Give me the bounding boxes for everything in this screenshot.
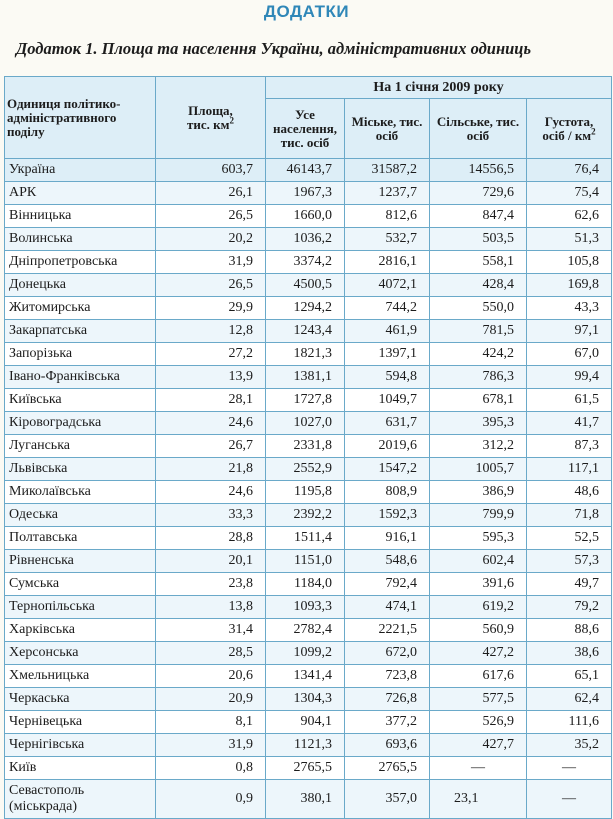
cell-total: 1294,2: [266, 297, 345, 320]
cell-name: Волинська: [5, 228, 156, 251]
cell-urban: 1397,1: [345, 343, 430, 366]
cell-density: 169,8: [527, 274, 612, 297]
cell-name: Запорізька: [5, 343, 156, 366]
table-row: [5, 366, 612, 389]
table-row: [5, 343, 612, 366]
cell-area: 23,8: [156, 573, 266, 596]
table-row: [5, 619, 612, 642]
cell-density: —: [527, 757, 612, 780]
cell-area: 0,8: [156, 757, 266, 780]
cell-name: Дніпропетровська: [5, 251, 156, 274]
cell-area: 8,1: [156, 711, 266, 734]
table-row: [5, 665, 612, 688]
cell-rural: 577,5: [430, 688, 527, 711]
cell-total: 2765,5: [266, 757, 345, 780]
cell-rural: 386,9: [430, 481, 527, 504]
cell-name: Чернігівська: [5, 734, 156, 757]
header-area-main: Площа,: [188, 102, 233, 118]
cell-area: 24,6: [156, 481, 266, 504]
cell-area: 13,9: [156, 366, 266, 389]
cell-density: 49,7: [527, 573, 612, 596]
cell-rural: 781,5: [430, 320, 527, 343]
cell-density: 62,4: [527, 688, 612, 711]
table-row: [5, 320, 612, 343]
cell-density: 76,4: [527, 159, 612, 182]
cell-rural: 427,2: [430, 642, 527, 665]
cell-density: 57,3: [527, 550, 612, 573]
table-row: [5, 504, 612, 527]
cell-name: Тернопільська: [5, 596, 156, 619]
cell-total: 380,1: [266, 780, 345, 819]
header-total: Усе населення, тис. осіб: [266, 99, 345, 159]
cell-name: Закарпатська: [5, 320, 156, 343]
cell-total: 2552,9: [266, 458, 345, 481]
cell-name: Миколаївська: [5, 481, 156, 504]
cell-density: 67,0: [527, 343, 612, 366]
cell-name: Луганська: [5, 435, 156, 458]
cell-area: 31,9: [156, 251, 266, 274]
cell-rural: 395,3: [430, 412, 527, 435]
cell-area: 33,3: [156, 504, 266, 527]
cell-name: Черкаська: [5, 688, 156, 711]
cell-rural: 550,0: [430, 297, 527, 320]
cell-area: 26,5: [156, 274, 266, 297]
cell-rural: 617,6: [430, 665, 527, 688]
cell-rural: 391,6: [430, 573, 527, 596]
cell-rural: 619,2: [430, 596, 527, 619]
cell-name: Київська: [5, 389, 156, 412]
cell-urban: 1592,3: [345, 504, 430, 527]
cell-area: 28,8: [156, 527, 266, 550]
cell-rural: 602,4: [430, 550, 527, 573]
cell-name: Сумська: [5, 573, 156, 596]
cell-total: 904,1: [266, 711, 345, 734]
cell-total: 1099,2: [266, 642, 345, 665]
cell-density: 38,6: [527, 642, 612, 665]
cell-total: 1821,3: [266, 343, 345, 366]
cell-rural: 799,9: [430, 504, 527, 527]
cell-density: 105,8: [527, 251, 612, 274]
cell-density: 62,6: [527, 205, 612, 228]
table-row: [5, 711, 612, 734]
header-area-exp: 2: [229, 115, 234, 126]
table-row: [5, 780, 612, 819]
cell-total: 4500,5: [266, 274, 345, 297]
cell-name: Донецька: [5, 274, 156, 297]
cell-urban: 357,0: [345, 780, 430, 819]
table-row: [5, 228, 612, 251]
cell-urban: 532,7: [345, 228, 430, 251]
cell-urban: 792,4: [345, 573, 430, 596]
cell-rural: 595,3: [430, 527, 527, 550]
cell-rural: 560,9: [430, 619, 527, 642]
cell-density: 99,4: [527, 366, 612, 389]
cell-density: 75,4: [527, 182, 612, 205]
cell-density: 52,5: [527, 527, 612, 550]
header-area: [156, 77, 266, 159]
cell-rural: 503,5: [430, 228, 527, 251]
cell-total: 1093,3: [266, 596, 345, 619]
cell-urban: 2221,5: [345, 619, 430, 642]
cell-rural: 786,3: [430, 366, 527, 389]
cell-name: Івано-Франківська: [5, 366, 156, 389]
cell-density: 51,3: [527, 228, 612, 251]
cell-area: 29,9: [156, 297, 266, 320]
cell-name: Чернівецька: [5, 711, 156, 734]
cell-rural: 1005,7: [430, 458, 527, 481]
cell-name: [5, 780, 156, 819]
table-row: [5, 527, 612, 550]
population-table: [4, 76, 612, 819]
table-row: [5, 412, 612, 435]
table-row: [5, 274, 612, 297]
cell-density: 41,7: [527, 412, 612, 435]
cell-area: 28,1: [156, 389, 266, 412]
table-row: [5, 251, 612, 274]
cell-urban: 916,1: [345, 527, 430, 550]
table-row: [5, 389, 612, 412]
header-density-unit: осіб / км: [542, 127, 592, 143]
cell-urban: 812,6: [345, 205, 430, 228]
cell-density: —: [527, 780, 612, 819]
cell-density: 71,8: [527, 504, 612, 527]
cell-area: 28,5: [156, 642, 266, 665]
cell-name-line1: Севастополь: [9, 783, 85, 798]
cell-rural: 526,9: [430, 711, 527, 734]
cell-rural: 23,1: [430, 780, 527, 819]
cell-rural: 428,4: [430, 274, 527, 297]
table-row: [5, 734, 612, 757]
header-area-unit: тис. км: [187, 116, 230, 132]
cell-density: 43,3: [527, 297, 612, 320]
cell-density: 87,3: [527, 435, 612, 458]
cell-urban: 377,2: [345, 711, 430, 734]
cell-urban: 2816,1: [345, 251, 430, 274]
cell-area: 24,6: [156, 412, 266, 435]
cell-total: 1341,4: [266, 665, 345, 688]
cell-urban: 1237,7: [345, 182, 430, 205]
cell-total: 1660,0: [266, 205, 345, 228]
cell-urban: 631,7: [345, 412, 430, 435]
cell-urban: 474,1: [345, 596, 430, 619]
cell-area: 26,5: [156, 205, 266, 228]
cell-rural: 427,7: [430, 734, 527, 757]
cell-total: 2392,2: [266, 504, 345, 527]
table-row: [5, 297, 612, 320]
cell-urban: 2765,5: [345, 757, 430, 780]
cell-density: 65,1: [527, 665, 612, 688]
cell-total: 1036,2: [266, 228, 345, 251]
cell-density: 79,2: [527, 596, 612, 619]
cell-name-line2: (міськрада): [9, 799, 78, 814]
cell-name: Житомирська: [5, 297, 156, 320]
cell-area: 21,8: [156, 458, 266, 481]
cell-name: Кіровоградська: [5, 412, 156, 435]
cell-area: 20,1: [156, 550, 266, 573]
cell-area: 31,9: [156, 734, 266, 757]
cell-total: 1151,0: [266, 550, 345, 573]
cell-rural: 678,1: [430, 389, 527, 412]
cell-area: 27,2: [156, 343, 266, 366]
cell-area: 20,6: [156, 665, 266, 688]
cell-rural: 847,4: [430, 205, 527, 228]
table-row: [5, 550, 612, 573]
cell-area: 0,9: [156, 780, 266, 819]
cell-name: Львівська: [5, 458, 156, 481]
cell-area: 13,8: [156, 596, 266, 619]
table-row: [5, 596, 612, 619]
cell-name: Полтавська: [5, 527, 156, 550]
cell-urban: 594,8: [345, 366, 430, 389]
header-density-main: Густота,: [544, 113, 594, 129]
table-row: [5, 159, 612, 182]
cell-area: 20,9: [156, 688, 266, 711]
cell-area: 26,7: [156, 435, 266, 458]
table-row: [5, 481, 612, 504]
header-rural: Сільське, тис. осіб: [430, 99, 527, 159]
table-row: [5, 458, 612, 481]
cell-area: 31,4: [156, 619, 266, 642]
cell-total: 1184,0: [266, 573, 345, 596]
cell-urban: 723,8: [345, 665, 430, 688]
table-caption: Додаток 1. Площа та населення України, адміністративних одиниць: [16, 39, 532, 58]
cell-rural: —: [430, 757, 527, 780]
cell-area: 26,1: [156, 182, 266, 205]
table-row: [5, 182, 612, 205]
cell-name: АРК: [5, 182, 156, 205]
cell-area: 12,8: [156, 320, 266, 343]
cell-total: 46143,7: [266, 159, 345, 182]
cell-total: 1027,0: [266, 412, 345, 435]
cell-total: 1727,8: [266, 389, 345, 412]
cell-rural: 558,1: [430, 251, 527, 274]
cell-total: 2782,4: [266, 619, 345, 642]
cell-density: 48,6: [527, 481, 612, 504]
table-row: [5, 573, 612, 596]
cell-name: Херсонська: [5, 642, 156, 665]
header-density: [527, 99, 612, 159]
table-row: [5, 688, 612, 711]
cell-urban: 461,9: [345, 320, 430, 343]
cell-density: 35,2: [527, 734, 612, 757]
table-row: [5, 642, 612, 665]
cell-density: 61,5: [527, 389, 612, 412]
header-urban: Міське, тис. осіб: [345, 99, 430, 159]
header-unit: Одиниця політико-адміністративного поділу: [5, 77, 156, 159]
table-row: [5, 205, 612, 228]
cell-urban: 548,6: [345, 550, 430, 573]
cell-density: 88,6: [527, 619, 612, 642]
header-density-exp: 2: [591, 126, 596, 137]
cell-area: 603,7: [156, 159, 266, 182]
cell-urban: 4072,1: [345, 274, 430, 297]
header-group: На 1 січня 2009 року: [266, 77, 612, 99]
cell-total: 2331,8: [266, 435, 345, 458]
cell-urban: 1547,2: [345, 458, 430, 481]
cell-total: 1381,1: [266, 366, 345, 389]
cell-name: Україна: [5, 159, 156, 182]
cell-density: 111,6: [527, 711, 612, 734]
cell-urban: 808,9: [345, 481, 430, 504]
cell-total: 1511,4: [266, 527, 345, 550]
cell-rural: 424,2: [430, 343, 527, 366]
table-row: [5, 435, 612, 458]
cell-rural: 14556,5: [430, 159, 527, 182]
cell-name: Вінницька: [5, 205, 156, 228]
cell-density: 117,1: [527, 458, 612, 481]
cell-area: 20,2: [156, 228, 266, 251]
cell-name: Хмельницька: [5, 665, 156, 688]
cell-urban: 726,8: [345, 688, 430, 711]
cell-urban: 744,2: [345, 297, 430, 320]
cell-total: 1195,8: [266, 481, 345, 504]
cell-total: 1967,3: [266, 182, 345, 205]
cell-density: 97,1: [527, 320, 612, 343]
cell-urban: 1049,7: [345, 389, 430, 412]
cell-urban: 693,6: [345, 734, 430, 757]
table-row: [5, 757, 612, 780]
page-heading: ДОДАТКИ: [263, 2, 350, 21]
cell-total: 3374,2: [266, 251, 345, 274]
cell-name: Одеська: [5, 504, 156, 527]
cell-rural: 312,2: [430, 435, 527, 458]
cell-name: Харківська: [5, 619, 156, 642]
cell-total: 1121,3: [266, 734, 345, 757]
cell-total: 1243,4: [266, 320, 345, 343]
cell-urban: 31587,2: [345, 159, 430, 182]
cell-name: Рівненська: [5, 550, 156, 573]
cell-total: 1304,3: [266, 688, 345, 711]
cell-name: Київ: [5, 757, 156, 780]
cell-urban: 672,0: [345, 642, 430, 665]
cell-urban: 2019,6: [345, 435, 430, 458]
cell-rural: 729,6: [430, 182, 527, 205]
